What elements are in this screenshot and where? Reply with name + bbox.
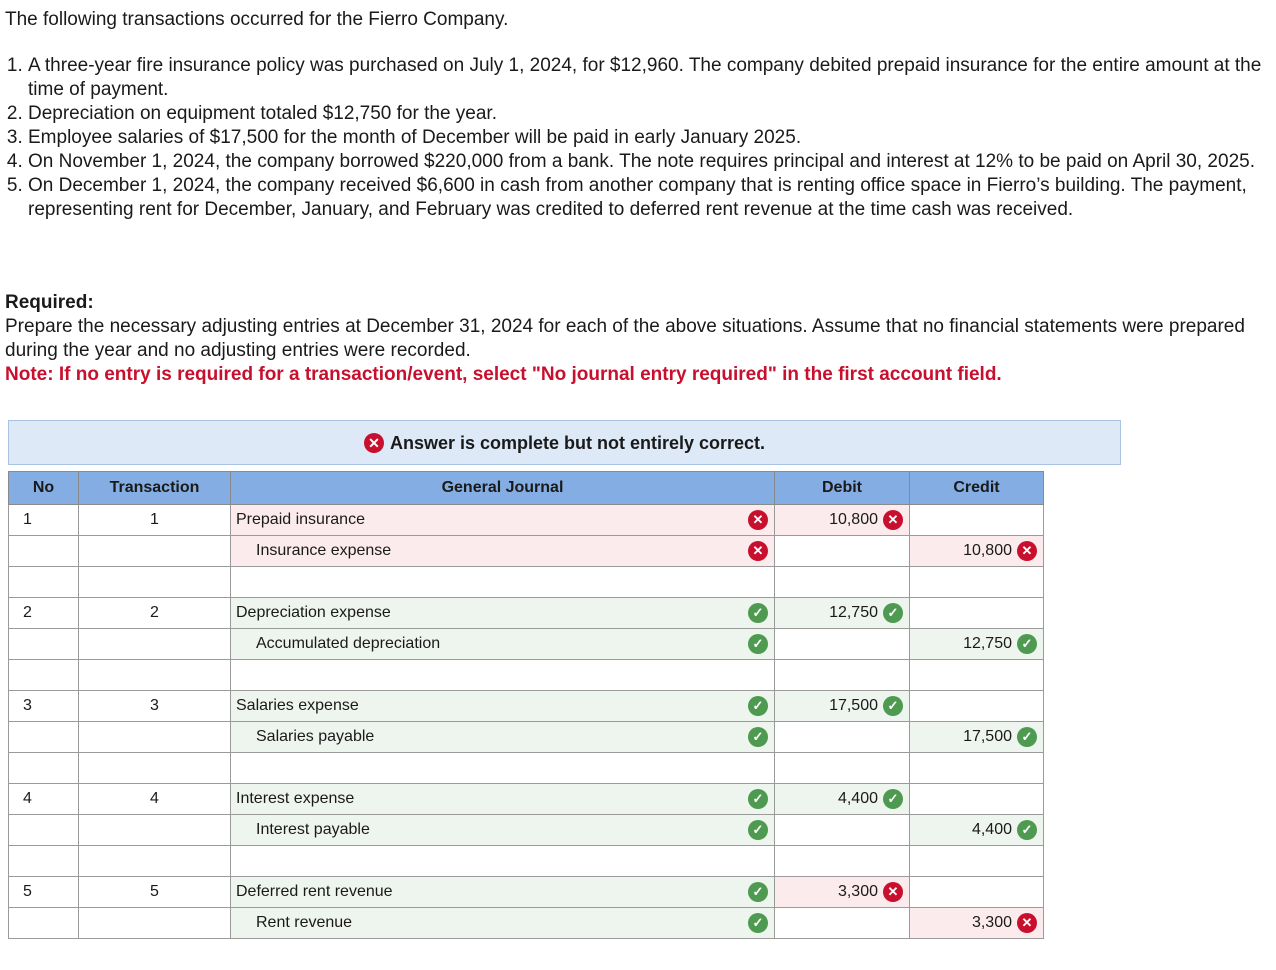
debit-amount: 10,800 xyxy=(829,511,878,528)
debit-amount: 17,500 xyxy=(829,697,878,714)
cell-transaction[interactable] xyxy=(79,815,231,846)
cell-debit[interactable] xyxy=(775,567,910,598)
cell-debit[interactable] xyxy=(775,660,910,691)
credit-amount: 4,400 xyxy=(971,821,1012,838)
account-name: Depreciation expense xyxy=(236,604,391,621)
cell-account[interactable] xyxy=(231,877,775,908)
account-name: Interest payable xyxy=(256,821,370,838)
cell-no xyxy=(9,567,79,598)
cell-transaction[interactable] xyxy=(79,660,231,691)
cell-account[interactable] xyxy=(231,598,775,629)
check-icon: ✓ xyxy=(748,820,768,840)
account-name: Rent revenue xyxy=(256,914,353,931)
required-note: Note: If no entry is required for a transaction/event, select "No journal entry required" in the first account field. xyxy=(5,364,1002,385)
cell-credit[interactable] xyxy=(910,536,1044,567)
cell-no xyxy=(9,629,79,660)
table-row xyxy=(9,505,1044,536)
cell-transaction[interactable] xyxy=(79,536,231,567)
account-name: Prepaid insurance xyxy=(236,511,365,528)
journal-body xyxy=(9,505,1044,939)
check-icon: ✓ xyxy=(1017,820,1037,840)
cell-debit[interactable] xyxy=(775,536,910,567)
cell-transaction[interactable] xyxy=(79,722,231,753)
list-item: 3. Employee salaries of $17,500 for the month of December will be paid in early January 2025. xyxy=(28,126,1273,150)
table-row xyxy=(9,660,1044,691)
cell-no: 5 xyxy=(9,877,79,908)
x-icon: ✕ xyxy=(883,510,903,530)
col-header-credit: Credit xyxy=(910,472,1044,505)
account-name: Salaries expense xyxy=(236,697,359,714)
cell-account[interactable] xyxy=(231,908,775,939)
debit-amount: 3,300 xyxy=(837,883,878,900)
cell-no: 4 xyxy=(9,784,79,815)
cell-account[interactable] xyxy=(231,722,775,753)
list-item: 2. Depreciation on equipment totaled $12,750 for the year. xyxy=(28,102,1273,126)
required-title: Required: xyxy=(5,292,94,313)
cell-transaction[interactable] xyxy=(79,629,231,660)
x-icon: ✕ xyxy=(748,541,768,561)
check-icon: ✓ xyxy=(883,603,903,623)
credit-amount: 3,300 xyxy=(971,914,1012,931)
cell-debit[interactable] xyxy=(775,753,910,784)
cell-no xyxy=(9,753,79,784)
cell-credit[interactable] xyxy=(910,815,1044,846)
x-icon: ✕ xyxy=(364,433,384,453)
cell-debit[interactable] xyxy=(775,784,910,815)
cell-no xyxy=(9,536,79,567)
cell-debit[interactable] xyxy=(775,846,910,877)
cell-debit[interactable] xyxy=(775,908,910,939)
cell-account[interactable] xyxy=(231,815,775,846)
account-name: Salaries payable xyxy=(256,728,375,745)
check-icon: ✓ xyxy=(1017,634,1037,654)
journal-table xyxy=(8,471,1044,939)
cell-transaction[interactable] xyxy=(79,753,231,784)
intro-text: The following transactions occurred for the Fierro Company. xyxy=(5,9,509,30)
table-header-row xyxy=(9,472,1044,505)
credit-amount: 10,800 xyxy=(963,542,1012,559)
cell-no xyxy=(9,908,79,939)
cell-credit[interactable] xyxy=(910,505,1044,536)
account-name: Accumulated depreciation xyxy=(256,635,441,652)
cell-account[interactable] xyxy=(231,660,775,691)
list-item: 5. On December 1, 2024, the company received $6,600 in cash from another company that is renting office space in Fierro’s building. The payment, representing rent for December, January, and February was credited to deferred rent revenue at the time cash was received. xyxy=(28,174,1273,222)
cell-no: 2 xyxy=(9,598,79,629)
col-header-transaction: Transaction xyxy=(79,472,231,505)
cell-credit[interactable] xyxy=(910,598,1044,629)
check-icon: ✓ xyxy=(883,789,903,809)
table-row xyxy=(9,722,1044,753)
cell-account[interactable] xyxy=(231,536,775,567)
list-item: 1. A three-year fire insurance policy was purchased on July 1, 2024, for $12,960. The company debited prepaid insurance for the entire amount at the time of payment. xyxy=(28,54,1273,102)
check-icon: ✓ xyxy=(748,727,768,747)
check-icon: ✓ xyxy=(748,913,768,933)
check-icon: ✓ xyxy=(748,634,768,654)
check-icon: ✓ xyxy=(748,696,768,716)
cell-transaction[interactable]: 2 xyxy=(79,598,231,629)
col-header-general-journal: General Journal xyxy=(231,472,775,505)
cell-debit[interactable] xyxy=(775,629,910,660)
col-header-debit: Debit xyxy=(775,472,910,505)
cell-transaction[interactable]: 4 xyxy=(79,784,231,815)
table-row xyxy=(9,598,1044,629)
cell-debit[interactable] xyxy=(775,815,910,846)
banner-text: Answer is complete but not entirely correct. xyxy=(389,433,766,453)
cell-credit[interactable] xyxy=(910,908,1044,939)
required-section xyxy=(5,291,1255,387)
cell-account[interactable] xyxy=(231,753,775,784)
table-row xyxy=(9,629,1044,660)
answer-status-banner xyxy=(8,420,1121,465)
credit-amount: 12,750 xyxy=(963,635,1012,652)
table-row xyxy=(9,784,1044,815)
cell-account[interactable] xyxy=(231,784,775,815)
table-row xyxy=(9,815,1044,846)
check-icon: ✓ xyxy=(748,603,768,623)
cell-transaction[interactable]: 3 xyxy=(79,691,231,722)
table-row xyxy=(9,567,1044,598)
check-icon: ✓ xyxy=(748,882,768,902)
cell-debit[interactable] xyxy=(775,505,910,536)
cell-transaction[interactable]: 1 xyxy=(79,505,231,536)
check-icon: ✓ xyxy=(883,696,903,716)
cell-no: 1 xyxy=(9,505,79,536)
table-row xyxy=(9,908,1044,939)
col-header-no: No xyxy=(9,472,79,505)
table-row xyxy=(9,536,1044,567)
cell-transaction[interactable] xyxy=(79,846,231,877)
debit-amount: 4,400 xyxy=(837,790,878,807)
credit-amount: 17,500 xyxy=(963,728,1012,745)
x-icon: ✕ xyxy=(748,510,768,530)
cell-transaction[interactable] xyxy=(79,908,231,939)
cell-no xyxy=(9,846,79,877)
cell-debit[interactable] xyxy=(775,877,910,908)
table-row xyxy=(9,691,1044,722)
cell-credit[interactable] xyxy=(910,846,1044,877)
cell-credit[interactable] xyxy=(910,660,1044,691)
list-item: 4. On November 1, 2024, the company borrowed $220,000 from a bank. The note requires principal and interest at 12% to be paid on April 30, 2025. xyxy=(28,150,1273,174)
cell-no xyxy=(9,722,79,753)
cell-transaction[interactable]: 5 xyxy=(79,877,231,908)
cell-transaction[interactable] xyxy=(79,567,231,598)
table-row xyxy=(9,846,1044,877)
x-icon: ✕ xyxy=(1017,541,1037,561)
cell-debit[interactable] xyxy=(775,691,910,722)
cell-credit[interactable] xyxy=(910,722,1044,753)
account-name: Deferred rent revenue xyxy=(236,883,393,900)
check-icon: ✓ xyxy=(1017,727,1037,747)
cell-debit[interactable] xyxy=(775,598,910,629)
debit-amount: 12,750 xyxy=(829,604,878,621)
account-name: Interest expense xyxy=(236,790,355,807)
check-icon: ✓ xyxy=(748,789,768,809)
required-text: Prepare the necessary adjusting entries at December 31, 2024 for each of the above situations. Assume that no financial statements were prepared during the year and no adjusting entries were recorded. xyxy=(5,316,1245,361)
x-icon: ✕ xyxy=(1017,913,1037,933)
x-icon: ✕ xyxy=(883,882,903,902)
cell-account[interactable] xyxy=(231,505,775,536)
cell-account[interactable] xyxy=(231,567,775,598)
cell-credit[interactable] xyxy=(910,753,1044,784)
cell-credit[interactable] xyxy=(910,629,1044,660)
cell-no: 3 xyxy=(9,691,79,722)
cell-account[interactable] xyxy=(231,691,775,722)
cell-account[interactable] xyxy=(231,629,775,660)
transaction-list xyxy=(5,54,1273,222)
cell-no xyxy=(9,660,79,691)
cell-credit[interactable] xyxy=(910,784,1044,815)
cell-credit[interactable] xyxy=(910,567,1044,598)
cell-credit[interactable] xyxy=(910,877,1044,908)
cell-debit[interactable] xyxy=(775,722,910,753)
account-name: Insurance expense xyxy=(256,542,392,559)
table-row xyxy=(9,877,1044,908)
cell-no xyxy=(9,815,79,846)
cell-credit[interactable] xyxy=(910,691,1044,722)
cell-account[interactable] xyxy=(231,846,775,877)
table-row xyxy=(9,753,1044,784)
